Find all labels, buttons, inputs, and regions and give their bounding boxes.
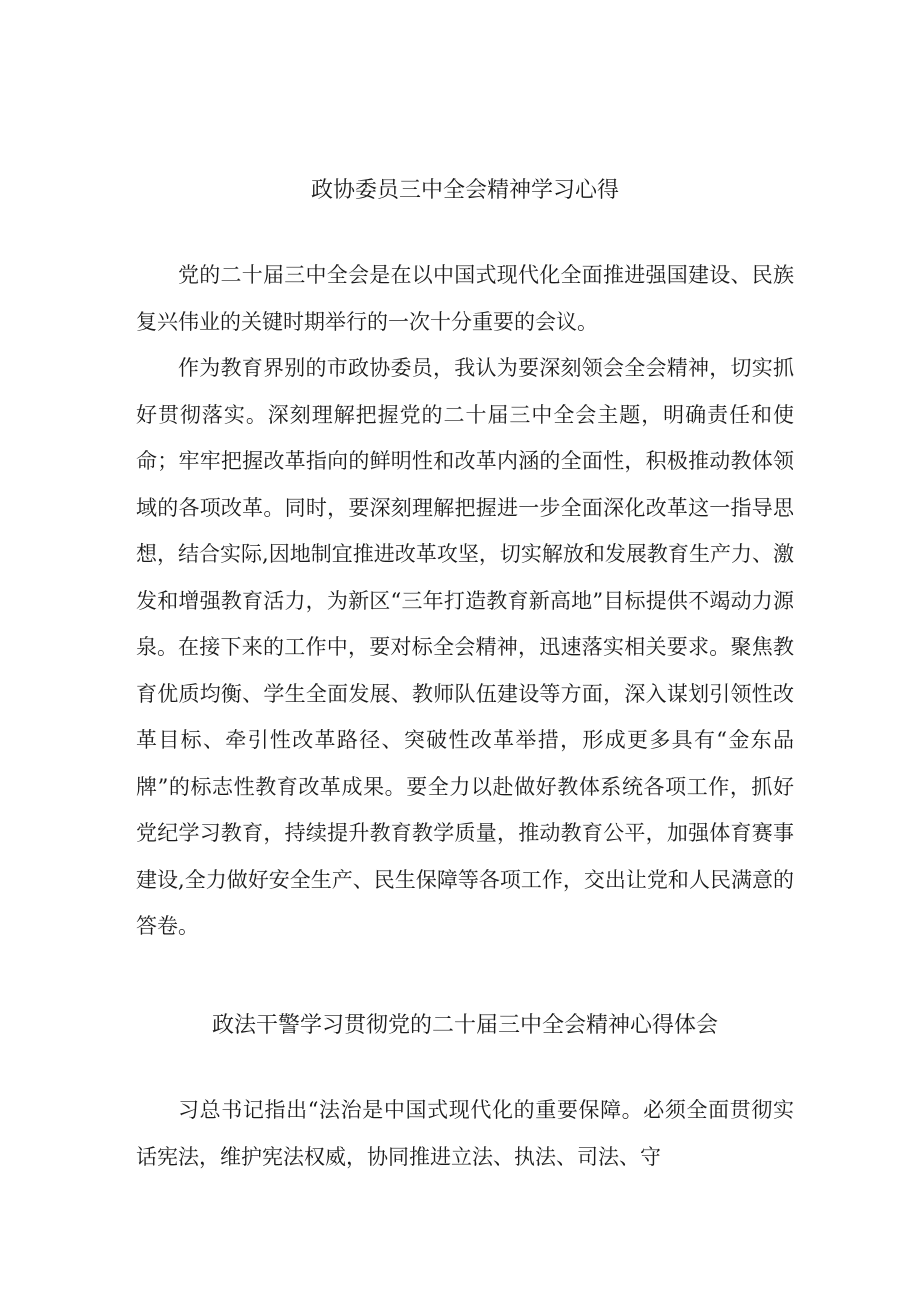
section-2-paragraph-1: 习总书记指出“法治是中国式现代化的重要保障。必须全面贯彻实话宪法，维护宪法权威，协同推进立法、执法、司法、守 xyxy=(136,1098,794,1169)
section-2-title: 政法干警学习贯彻党的二十届三中全会精神心得体会 xyxy=(211,1013,718,1038)
section-1-paragraph-3: 在接下来的工作中，要对标全会精神，迅速落实相关要求。聚焦教育优质均衡、学生全面发展、教师队伍建设等方面，深入谋划引领性改革目标、牵引性改革路径、突破性改革举措，形成更多具有“金东品牌”的标志性教育改革成果。要全力以赴做好教体系统各项工作，抓好党纪学习教育，持续提升教育教学质量，推动教育公平，加强体育赛事建设,全力做好安全生产、民生保障等各项工作，交出让党和人民满意的答卷。 xyxy=(136,635,794,938)
section-1-paragraph-1: 党的二十届三中全会是在以中国式现代化全面推进强国建设、民族复兴伟业的关键时期举行的一次十分重要的会议。 xyxy=(136,263,794,334)
section-1-title: 政协委员三中全会精神学习心得 xyxy=(310,178,619,203)
section-1-paragraph-2: 作为教育界别的市政协委员，我认为要深刻领会全会精神，切实抓好贯彻落实。深刻理解把握党的二十届三中全会主题，明确责任和使命；牢牢把握改革指向的鲜明性和改革内涵的全面性，积极推动教体领域的各项改革。同时，要深刻理解把握进一步全面深化改革这一指导思想，结合实际,因地制宜推进改革攻坚，切实解放和发展教育生产力、激发和增强教育活力，为新区“三年打造教育新高地”目标提供不竭动力源泉。 xyxy=(136,356,794,659)
